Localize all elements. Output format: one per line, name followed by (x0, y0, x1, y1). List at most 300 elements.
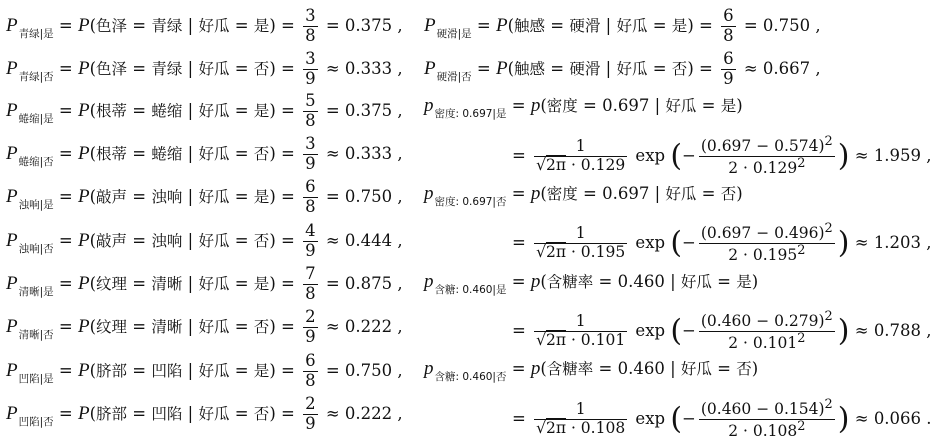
class-label: 好瓜 (198, 187, 230, 206)
gaussian-expansion-0 (512, 135, 932, 178)
punctuation: , (921, 145, 932, 165)
probability-fraction (303, 395, 318, 434)
approx-sign: ≈ (849, 320, 874, 340)
equals-sign: = (127, 100, 152, 120)
feature-name: 色泽 (96, 59, 128, 78)
square-exponent: 2 (824, 309, 833, 324)
probability-fraction-numerator: 2 (305, 394, 316, 413)
equals-sign: = (127, 143, 152, 163)
given-bar: | (664, 359, 681, 378)
probability-fraction (303, 178, 318, 217)
result-value: 0.222 (344, 403, 393, 423)
equals-sign: = (127, 15, 152, 35)
class-label: 好瓜 (198, 361, 230, 380)
sqrt-radicand: 2π (545, 418, 567, 437)
prob-subscript: 凹陷|是 (18, 372, 54, 385)
exp-function: exp (630, 145, 671, 165)
left-discrete-eq-9 (6, 395, 403, 434)
equals-sign: = (229, 100, 254, 120)
prob-symbol: P (6, 229, 18, 251)
class-value: 否 (736, 360, 752, 378)
prob-symbol: P (495, 14, 508, 36)
equals-sign: = (506, 272, 531, 291)
sqrt-radicand: 2π (545, 330, 567, 349)
sqrt-denominator (536, 243, 625, 261)
paren-open: ( (89, 403, 97, 423)
exponent-fraction (699, 398, 835, 441)
paren-close: ) (751, 272, 759, 291)
result-value: 0.444 (344, 230, 393, 250)
big-paren-open: ( (670, 401, 683, 437)
density-symbol: p (424, 271, 434, 292)
probability-fraction (303, 7, 318, 46)
probability-fraction-numerator: 2 (305, 307, 316, 326)
punctuation: , (392, 186, 403, 206)
equals-sign: = (229, 403, 254, 423)
equals-sign: = (506, 184, 531, 203)
paren-open: ( (89, 273, 97, 293)
paren-open: ( (89, 100, 97, 120)
class-value: 是 (253, 274, 270, 293)
prob-symbol: P (424, 14, 436, 36)
probability-fraction (721, 7, 736, 46)
paren-close-equals: ) = (269, 230, 301, 250)
equals-sign: = (647, 58, 672, 78)
punctuation: , (392, 143, 403, 163)
density-header-2 (424, 272, 758, 296)
sqrt-radicand: 2π (545, 242, 567, 261)
exponent-numerator: $(0.460 - 0.154)^2$ (700, 397, 833, 419)
paren-close-equals: ) = (269, 15, 301, 35)
given-bar: | (182, 100, 199, 120)
feature-value: 蜷缩 (151, 101, 183, 120)
feature-value: 浊响 (151, 187, 183, 206)
given-bar: | (182, 230, 199, 250)
equals-sign: = (53, 360, 78, 380)
prob-subscript: 清晰|否 (18, 328, 54, 341)
approx-sign: ≈ (849, 232, 874, 252)
class-value: 否 (253, 231, 270, 250)
paren-open: ( (89, 58, 97, 78)
sqrt-symbol: √ (536, 155, 546, 174)
left-discrete-eq-2 (6, 92, 403, 131)
probability-fraction-numerator: 3 (305, 49, 316, 68)
exponent-fraction-denominator (699, 244, 835, 265)
equals-sign: = (647, 15, 672, 35)
prob-symbol: P (77, 315, 90, 337)
class-label: 好瓜 (665, 185, 697, 203)
punctuation: . (921, 408, 932, 428)
equals-sign: = (512, 232, 532, 252)
probability-fraction-denominator: 9 (723, 68, 734, 88)
probability-fraction-denominator: 9 (305, 413, 316, 433)
minus-sign: − (682, 232, 696, 252)
class-label: 好瓜 (198, 16, 230, 35)
equals-sign: = (127, 403, 152, 423)
left-discrete-eq-1 (6, 50, 403, 89)
normalizer-fraction (534, 138, 627, 175)
prob-symbol: P (77, 14, 90, 36)
equals-sign: = (593, 359, 618, 378)
prob-symbol: P (77, 142, 90, 164)
feature-value: 青绿 (151, 59, 183, 78)
exponent-numerator: $(0.697 - 0.496)^2$ (700, 221, 833, 243)
normalizer-fraction (534, 225, 627, 262)
class-value: 否 (671, 59, 688, 78)
normalizer-fraction-numerator: 1 (534, 138, 627, 157)
right-discrete-eq-0 (424, 7, 821, 46)
relation-sign: ≈ (320, 316, 345, 336)
density-subscript: 密度: 0.697|否 (434, 196, 507, 208)
probability-fraction-denominator: 8 (305, 370, 316, 390)
probability-fraction-denominator: 8 (305, 283, 316, 303)
density-symbol: p (530, 183, 541, 204)
paren-open: ( (507, 58, 515, 78)
result-value: 0.375 (344, 15, 393, 35)
paren-close-equals: ) = (269, 143, 301, 163)
feature-name: 触感 (514, 59, 546, 78)
left-discrete-eq-0 (6, 7, 403, 46)
sqrt-symbol: √ (536, 242, 546, 261)
equals-sign: = (696, 96, 721, 115)
sigma-value: · 0.195 (566, 242, 626, 261)
sqrt-radicand: 2π (545, 155, 567, 174)
equals-sign: = (127, 273, 152, 293)
paren-close-equals: ) = (269, 273, 301, 293)
equals-sign: = (127, 186, 152, 206)
feature-value: 0.460 (617, 359, 665, 378)
sqrt-denominator (536, 331, 625, 349)
given-bar: | (182, 58, 199, 78)
exponent-fraction-numerator (699, 310, 835, 332)
probability-fraction-numerator: 7 (305, 264, 316, 283)
class-value: 是 (253, 101, 270, 120)
exp-function: exp (630, 408, 671, 428)
class-value: 是 (253, 361, 270, 380)
prob-subscript: 凹陷|否 (18, 415, 54, 428)
result-value: 0.333 (344, 58, 393, 78)
feature-name: 脐部 (96, 404, 128, 423)
normalizer-fraction-denominator (534, 420, 627, 438)
feature-name: 纹理 (96, 274, 128, 293)
big-paren-open: ( (670, 313, 683, 349)
relation-sign: = (320, 100, 345, 120)
feature-value: 凹陷 (151, 361, 183, 380)
probability-fraction-numerator: 6 (305, 177, 316, 196)
equals-sign: = (593, 272, 618, 291)
exponent-fraction (699, 222, 835, 265)
prob-subscript: 硬滑|是 (436, 27, 472, 40)
gaussian-expansion-3 (512, 398, 932, 441)
given-bar: | (649, 184, 666, 203)
sqrt-symbol: √ (536, 418, 546, 437)
probability-fraction (303, 222, 318, 261)
prob-symbol: P (77, 185, 90, 207)
exponent-denominator: $2 \cdot 0.195^2$ (728, 242, 806, 265)
probability-fraction (303, 352, 318, 391)
equals-sign: = (577, 96, 603, 115)
probability-fraction-denominator: 9 (305, 326, 316, 346)
density-header-3 (424, 359, 758, 383)
density-symbol: p (424, 358, 434, 379)
equals-sign: = (506, 359, 531, 378)
normalizer-fraction-denominator (534, 332, 627, 350)
equals-sign: = (506, 96, 531, 115)
paren-close-equals: ) = (269, 100, 301, 120)
relation-sign: ≈ (738, 58, 763, 78)
exponent-denominator: $2 \cdot 0.108^2$ (728, 418, 806, 441)
density-symbol: p (530, 95, 541, 116)
left-discrete-eq-4 (6, 178, 403, 217)
given-bar: | (649, 96, 666, 115)
feature-value: 0.460 (617, 272, 665, 291)
square-exponent: 2 (797, 330, 806, 346)
exp-function: exp (630, 320, 671, 340)
class-label: 好瓜 (198, 317, 230, 336)
punctuation: , (392, 316, 403, 336)
prob-symbol: P (6, 14, 18, 36)
class-value: 是 (671, 16, 688, 35)
feature-value: 硬滑 (569, 16, 601, 35)
prob-symbol: P (6, 99, 18, 121)
sigma-value: · 0.108 (566, 418, 626, 437)
big-paren-close: ) (837, 401, 850, 437)
exponent-fraction (699, 310, 835, 353)
sqrt-denominator (536, 419, 625, 437)
probability-fraction (303, 308, 318, 347)
equals-sign: = (229, 316, 254, 336)
class-value: 否 (253, 404, 270, 423)
density-symbol: p (530, 358, 541, 379)
equals-sign: = (229, 273, 254, 293)
paren-close-equals: ) = (269, 360, 301, 380)
probability-fraction-numerator: 4 (305, 221, 316, 240)
result-value: 0.375 (344, 100, 393, 120)
equals-sign: = (229, 360, 254, 380)
exponent-denominator: $2 \cdot 0.129^2$ (728, 155, 806, 178)
sqrt-symbol: √ (536, 330, 546, 349)
class-label: 好瓜 (198, 231, 230, 250)
equals-sign: = (127, 230, 152, 250)
class-value: 是 (736, 273, 752, 291)
equals-sign: = (471, 58, 496, 78)
probability-fraction-numerator: 3 (305, 6, 316, 25)
class-value: 是 (253, 16, 270, 35)
density-symbol: p (530, 271, 541, 292)
big-paren-open: ( (670, 225, 683, 261)
paren-close: ) (736, 184, 743, 203)
exponent-denominator: $2 \cdot 0.101^2$ (728, 330, 806, 353)
sigma-value: · 0.129 (566, 155, 626, 174)
left-discrete-eq-3 (6, 135, 403, 174)
class-label: 好瓜 (616, 16, 648, 35)
left-discrete-eq-5 (6, 222, 403, 261)
prob-symbol: P (6, 57, 18, 79)
equals-sign: = (53, 230, 78, 250)
density-header-1 (424, 184, 743, 208)
probability-fraction-denominator: 9 (305, 240, 316, 260)
feature-value: 蜷缩 (151, 144, 183, 163)
prob-symbol: P (424, 57, 436, 79)
big-paren-close: ) (837, 225, 850, 261)
prob-symbol: P (77, 99, 90, 121)
exponent-fraction-numerator (699, 222, 835, 244)
class-value: 否 (253, 144, 270, 163)
prob-symbol: P (77, 359, 90, 381)
equals-sign: = (471, 15, 496, 35)
equals-sign: = (127, 360, 152, 380)
punctuation: , (392, 15, 403, 35)
probability-fraction-numerator: 6 (723, 6, 734, 25)
approx-sign: ≈ (849, 408, 874, 428)
result-value: 1.959 (873, 145, 922, 165)
sqrt-denominator (536, 156, 625, 174)
paren-open: ( (507, 15, 515, 35)
result-value: 0.066 (873, 408, 922, 428)
prob-symbol: P (77, 402, 90, 424)
paren-close: ) (736, 96, 743, 115)
prob-subscript: 蜷缩|是 (18, 112, 54, 125)
result-value: 0.667 (762, 58, 811, 78)
punctuation: , (392, 403, 403, 423)
exponent-fraction-numerator (699, 398, 835, 420)
probability-fraction-denominator: 9 (305, 153, 316, 173)
probability-fraction-denominator: 8 (305, 196, 316, 216)
probability-fraction-denominator: 8 (305, 25, 316, 45)
equals-sign: = (512, 408, 532, 428)
equals-sign: = (53, 100, 78, 120)
feature-name: 密度 (546, 97, 578, 115)
square-exponent: 2 (824, 221, 833, 236)
prob-symbol: P (77, 57, 90, 79)
prob-subscript: 蜷缩|否 (18, 155, 54, 168)
minus-sign: − (682, 320, 696, 340)
paren-close: ) (751, 359, 759, 378)
big-paren-close: ) (837, 313, 850, 349)
punctuation: , (921, 320, 932, 340)
equals-sign: = (545, 15, 570, 35)
equals-sign: = (512, 145, 532, 165)
result-value: 1.203 (873, 232, 922, 252)
prob-subscript: 浊响|否 (18, 242, 54, 255)
result-value: 0.750 (762, 15, 811, 35)
prob-symbol: P (6, 315, 18, 337)
equals-sign: = (127, 58, 152, 78)
relation-sign: ≈ (320, 403, 345, 423)
probability-fraction-denominator: 8 (723, 25, 734, 45)
result-value: 0.750 (344, 186, 393, 206)
punctuation: , (392, 360, 403, 380)
paren-close-equals: ) = (269, 186, 301, 206)
exponent-numerator: $(0.460 - 0.279)^2$ (700, 309, 833, 331)
feature-value: 0.697 (602, 96, 650, 115)
feature-value: 青绿 (151, 16, 183, 35)
punctuation: , (392, 58, 403, 78)
probability-fraction-denominator: 9 (305, 68, 316, 88)
equals-sign: = (229, 15, 254, 35)
given-bar: | (182, 186, 199, 206)
prob-symbol: P (77, 272, 90, 294)
square-exponent: 2 (824, 397, 833, 412)
given-bar: | (182, 273, 199, 293)
probability-fraction-denominator: 8 (305, 110, 316, 130)
equals-sign: = (545, 58, 570, 78)
probability-fraction (721, 50, 736, 89)
feature-value: 清晰 (151, 274, 183, 293)
normalizer-fraction (534, 313, 627, 350)
big-paren-close: ) (837, 138, 850, 174)
exp-function: exp (630, 232, 671, 252)
prob-symbol: P (6, 142, 18, 164)
paren-close-equals: ) = (269, 403, 301, 423)
normalizer-fraction-numerator: 1 (534, 313, 627, 332)
probability-fraction (303, 50, 318, 89)
class-value: 否 (253, 59, 270, 78)
minus-sign: − (682, 408, 696, 428)
approx-sign: ≈ (849, 145, 874, 165)
equals-sign: = (229, 143, 254, 163)
probability-fraction (303, 135, 318, 174)
feature-name: 纹理 (96, 317, 128, 336)
prob-subscript: 硬滑|否 (436, 70, 472, 83)
punctuation: , (810, 15, 821, 35)
class-label: 好瓜 (665, 97, 697, 115)
equals-sign: = (229, 186, 254, 206)
sigma-value: · 0.101 (566, 330, 626, 349)
paren-open: ( (540, 96, 547, 115)
minus-sign: − (682, 145, 696, 165)
class-label: 好瓜 (198, 101, 230, 120)
probability-fraction-numerator: 6 (723, 49, 734, 68)
left-discrete-eq-8 (6, 352, 403, 391)
probability-fraction (303, 265, 318, 304)
relation-sign: = (320, 15, 345, 35)
square-exponent: 2 (797, 418, 806, 434)
equals-sign: = (229, 58, 254, 78)
normalizer-fraction (534, 401, 627, 438)
punctuation: , (921, 232, 932, 252)
result-value: 0.750 (344, 360, 393, 380)
big-paren-open: ( (670, 138, 683, 174)
exponent-numerator: $(0.697 - 0.574)^2$ (700, 134, 833, 156)
class-value: 是 (720, 97, 737, 115)
equals-sign: = (53, 186, 78, 206)
punctuation: , (392, 230, 403, 250)
square-exponent: 2 (797, 155, 806, 171)
equals-sign: = (53, 15, 78, 35)
probability-fraction-numerator: 3 (305, 134, 316, 153)
feature-name: 根蒂 (96, 101, 128, 120)
result-value: 0.788 (873, 320, 922, 340)
feature-value: 浊响 (151, 231, 183, 250)
normalizer-fraction-numerator: 1 (534, 225, 627, 244)
prob-symbol: P (6, 359, 18, 381)
exponent-fraction-numerator (699, 135, 835, 157)
given-bar: | (182, 403, 199, 423)
given-bar: | (182, 143, 199, 163)
equals-sign: = (53, 58, 78, 78)
result-value: 0.333 (344, 143, 393, 163)
prob-symbol: P (77, 229, 90, 251)
class-value: 否 (720, 185, 737, 203)
normalizer-fraction-denominator (534, 244, 627, 262)
equals-sign: = (127, 316, 152, 336)
paren-close-equals: ) = (269, 316, 301, 336)
feature-name: 含糖率 (546, 273, 594, 291)
prob-subscript: 清晰|是 (18, 285, 54, 298)
paren-close-equals: ) = (687, 15, 719, 35)
prob-subscript: 青绿|是 (18, 27, 54, 40)
